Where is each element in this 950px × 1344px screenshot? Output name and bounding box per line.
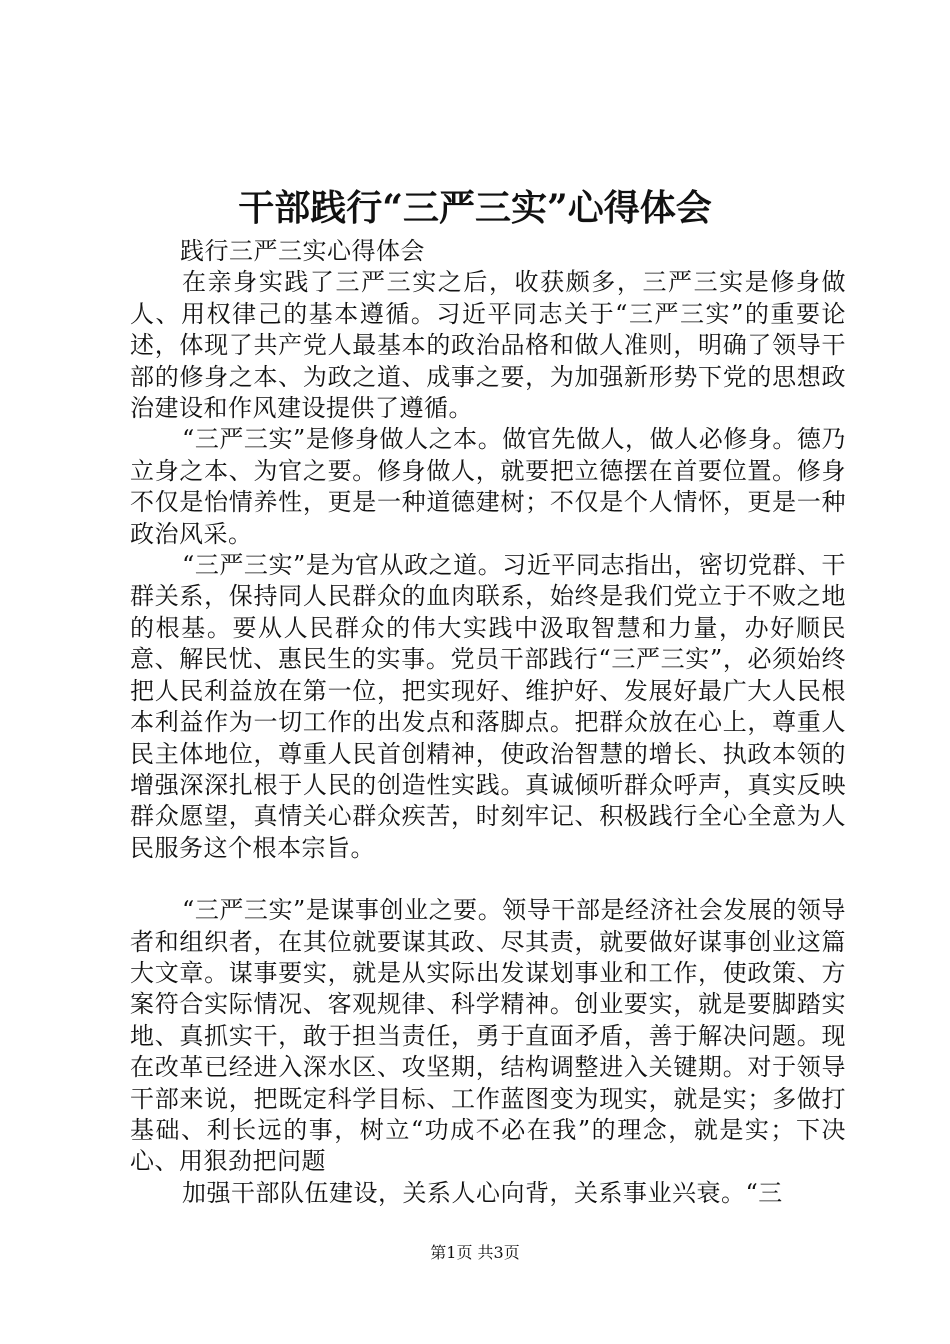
document-body [130,236,846,1209]
body-paragraph-2: “三严三实”是修身做人之本。做官先做人，做人必修身。德乃立身之本、为官之要。修身做人，就要把立德摆在首要位置。修身不仅是怡情养性，更是一种道德建树；不仅是个人情怀，更是一种政治风采。 [130,425,846,548]
body-paragraph-4: “三严三实”是谋事创业之要。领导干部是经济社会发展的领导者和组织者，在其位就要谋其政、尽其责，就要做好谋事创业这篇大文章。谋事要实，就是从实际出发谋划事业和工作，使政策、方案符合实际情况、客观规律、科学精神。创业要实，就是要脚踏实地、真抓实干，敢于担当责任，勇于直面矛盾，善于解决问题。现在改革已经进入深水区、攻坚期，结构调整进入关键期。对于领导干部来说，把既定科学目标、工作蓝图变为现实，就是实；多做打基础、利长远的事，树立“功成不必在我”的理念，就是实；下决心、用狠劲把问题 [130,896,846,1176]
subtitle-paragraph: 践行三严三实心得体会 [180,237,425,265]
body-paragraph-3: “三严三实”是为官从政之道。习近平同志指出，密切党群、干群关系，保持同人民群众的血肉联系，始终是我们党立于不败之地的根基。要从人民群众的伟大实践中汲取智慧和力量，办好顺民意、解民忧、惠民生的实事。党员干部践行“三严三实”，必须始终把人民利益放在第一位，把实现好、维护好、发展好最广大人民根本利益作为一切工作的出发点和落脚点。把群众放在心上，尊重人民主体地位，尊重人民首创精神，使政治智慧的增长、执政本领的增强深深扎根于人民的创造性实践。真诚倾听群众呼声，真实反映群众愿望，真情关心群众疾苦，时刻牢记、积极践行全心全意为人民服务这个根本宗旨。 [130,551,846,862]
page-footer: 第1页 共3页 [430,1243,520,1262]
body-paragraph-5: 加强干部队伍建设，关系人心向背，关系事业兴衰。“三 [182,1178,783,1207]
body-paragraph-1: 在亲身实践了三严三实之后，收获颇多，三严三实是修身做人、用权律己的基本遵循。习近平同志关于“三严三实”的重要论述，体现了共产党人最基本的政治品格和做人准则，明确了领导干部的修身之本、为政之道、成事之要，为加强新形势下党的思想政治建设和作风建设提供了遵循。 [130,268,846,423]
paragraph-gap [130,864,846,895]
document-title: 干部践行“三严三实”心得体会 [238,187,712,229]
